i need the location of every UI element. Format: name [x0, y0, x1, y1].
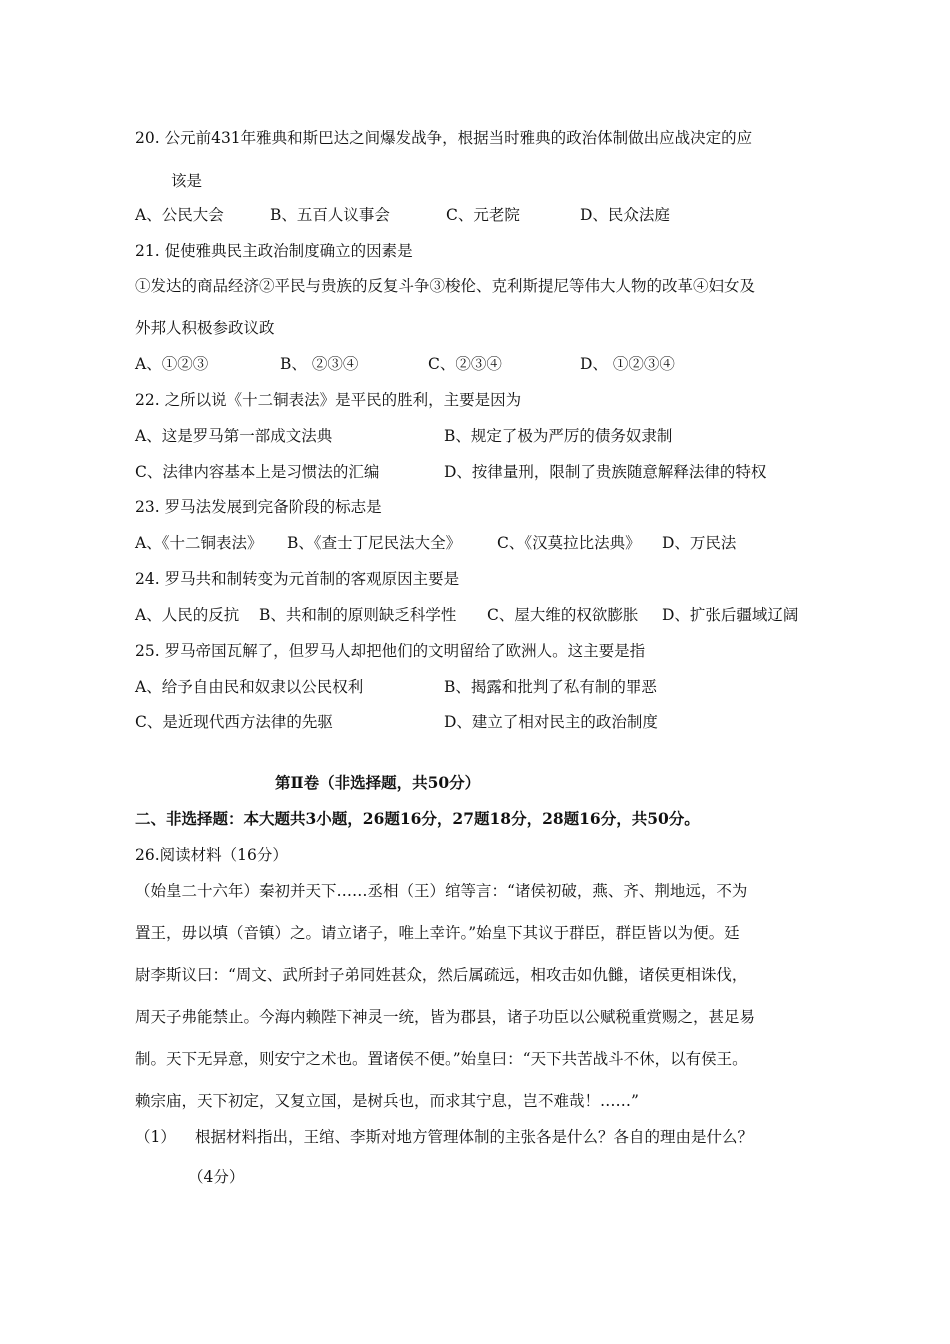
q25-option-c: C、是近现代西方法律的先驱 — [135, 713, 333, 731]
q23-option-c: C、《汉莫拉比法典》 — [497, 534, 641, 552]
q26-material-line: 周天子弗能禁止。今海内赖陛下神灵一统，皆为郡县，诸子功臣以公赋税重赏赐之，甚足易 — [135, 1008, 756, 1026]
q24-option-c: C、屋大维的权欲膨胀 — [487, 606, 639, 624]
q23-stem: 23. 罗马法发展到完备阶段的标志是 — [135, 498, 382, 516]
q21-option-b: B、 ②③④ — [280, 355, 359, 373]
q22-stem: 22. 之所以说《十二铜表法》是平民的胜利，主要是因为 — [135, 391, 522, 409]
q20-stem-line1: 20. 公元前431年雅典和斯巴达之间爆发战争，根据当时雅典的政治体制做出应战决定的应 — [135, 129, 753, 147]
q26-title: 26.阅读材料（16分） — [135, 846, 288, 864]
q21-stem: 21. 促使雅典民主政治制度确立的因素是 — [135, 242, 413, 260]
q26-sub1-number: （1） — [135, 1128, 176, 1146]
q22-option-d: D、按律量刑，限制了贵族随意解释法律的特权 — [444, 463, 767, 481]
q21-items-line1: ①发达的商品经济②平民与贵族的反复斗争③梭伦、克利斯提尼等伟大人物的改革④妇女及 — [135, 277, 756, 295]
q22-option-a: A、这是罗马第一部成文法典 — [135, 427, 333, 445]
q23-option-a: A、《十二铜表法》 — [135, 534, 263, 552]
q26-material-line: 制。天下无异意，则安宁之术也。置诸侯不便。”始皇曰：“天下共苦战斗不休，以有侯王。 — [135, 1050, 748, 1068]
q26-sub1-score: （4分） — [188, 1168, 245, 1186]
q25-option-a: A、给予自由民和奴隶以公民权利 — [135, 678, 364, 696]
q24-option-b: B、共和制的原则缺乏科学性 — [259, 606, 457, 624]
section2-heading: 二、非选择题：本大题共3小题，26题16分，27题18分，28题16分，共50分。 — [135, 809, 700, 828]
q21-items-line2: 外邦人积极参政议政 — [135, 319, 275, 337]
q20-stem-line2: 该是 — [171, 172, 203, 190]
q20-option-a: A、公民大会 — [135, 206, 224, 224]
q24-option-d: D、扩张后疆域辽阔 — [662, 606, 799, 624]
q25-option-d: D、建立了相对民主的政治制度 — [444, 713, 658, 731]
q26-material-line: （始皇二十六年）秦初并天下……丞相（王）绾等言：“诸侯初破，燕、齐、荆地远，不为 — [135, 882, 748, 900]
q24-option-a: A、人民的反抗 — [135, 606, 240, 624]
q26-material-line: 尉李斯议曰：“周文、武所封子弟同姓甚众，然后属疏远，相攻击如仇雠，诸侯更相诛伐， — [135, 966, 748, 984]
q26-sub1-text: 根据材料指出，王绾、李斯对地方管理体制的主张各是什么？各自的理由是什么？ — [195, 1128, 754, 1146]
q22-option-b: B、规定了极为严厉的债务奴隶制 — [444, 427, 673, 445]
q25-stem: 25. 罗马帝国瓦解了，但罗马人却把他们的文明留给了欧洲人。这主要是指 — [135, 642, 646, 660]
q23-option-d: D、万民法 — [662, 534, 737, 552]
q26-material-line: 置王，毋以填（音镇）之。请立诸子，唯上幸许。”始皇下其议于群臣，群臣皆以为便。廷 — [135, 924, 740, 942]
q20-option-c: C、元老院 — [446, 206, 520, 224]
section2-title: 第Ⅱ卷（非选择题，共50分） — [275, 773, 481, 792]
q26-material-line: 赖宗庙，天下初定，又复立国，是树兵也，而求其宁息，岂不难哉！……” — [135, 1092, 639, 1110]
q25-option-b: B、揭露和批判了私有制的罪恶 — [444, 678, 657, 696]
q22-option-c: C、法律内容基本上是习惯法的汇编 — [135, 463, 380, 481]
q21-option-a: A、①②③ — [135, 355, 209, 373]
q21-option-d: D、 ①②③④ — [580, 355, 675, 373]
q21-option-c: C、②③④ — [428, 355, 502, 373]
q20-option-b: B、五百人议事会 — [270, 206, 390, 224]
q20-option-d: D、民众法庭 — [580, 206, 670, 224]
q24-stem: 24. 罗马共和制转变为元首制的客观原因主要是 — [135, 570, 460, 588]
q23-option-b: B、《查士丁尼民法大全》 — [287, 534, 462, 552]
